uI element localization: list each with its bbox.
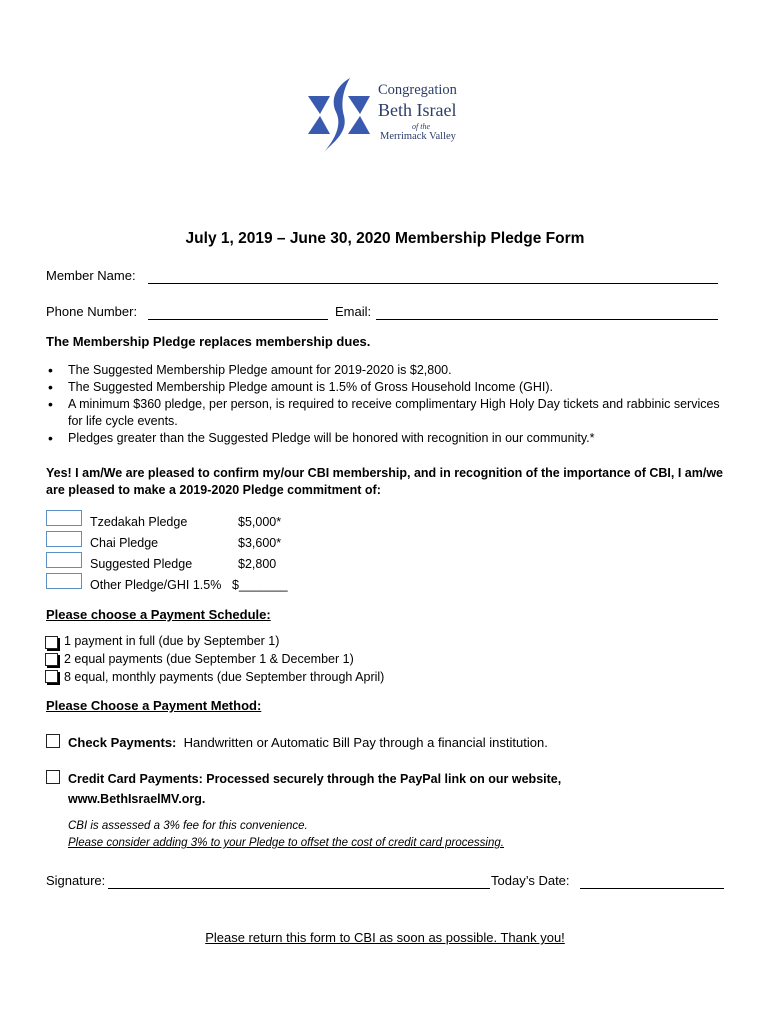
form-title: July 1, 2019 – June 30, 2020 Membership Pledge Form (185, 230, 585, 247)
pledge-amount: $5,000* (238, 515, 282, 529)
schedule-eight-checkbox[interactable] (45, 670, 58, 683)
card-payment-label: Credit Card Payments: Processed securely through the PayPal link on our website, (68, 772, 562, 786)
schedule-option: 1 payment in full (due by September 1) (64, 634, 280, 648)
date-field[interactable] (580, 874, 724, 889)
pledge-tzedakah-box[interactable] (46, 510, 82, 526)
pledge-name: Chai Pledge (90, 536, 159, 550)
method-heading: Please Choose a Payment Method: (46, 698, 262, 713)
signature-field[interactable] (108, 874, 490, 889)
schedule-two-checkbox[interactable] (45, 653, 58, 666)
check-payment-label: Check Payments: (68, 735, 177, 750)
pledge-amount: $2,800 (238, 557, 277, 571)
email-field[interactable] (376, 306, 718, 320)
pledge-name: Suggested Pledge (90, 557, 193, 571)
card-payment-checkbox[interactable] (46, 770, 60, 784)
website-link[interactable]: www.BethIsraelMV.org. (68, 792, 206, 806)
logo-line-1: Congregation (378, 82, 457, 98)
star-of-david-icon (306, 76, 372, 154)
pledge-amount: $3,600* (238, 536, 282, 550)
intro-heading: The Membership Pledge replaces membership dues. (46, 334, 371, 349)
congregation-logo (306, 76, 476, 156)
phone-field[interactable] (148, 306, 328, 320)
member-name-field[interactable] (148, 270, 718, 284)
date-label: Today’s Date: (491, 873, 570, 888)
pledge-amount: $_______ (232, 578, 288, 592)
email-label: Email: (335, 304, 372, 319)
logo-line-3: of the (412, 122, 430, 131)
list-item: • A minimum $360 pledge, per person, is required to receive complimentary High Holy Day tickets and rabbinic services for life cycle events. (46, 396, 726, 430)
member-name-label: Member Name: (46, 268, 136, 283)
pledge-other-box[interactable] (46, 573, 82, 589)
pledge-info-list (46, 362, 726, 447)
list-item: • Pledges greater than the Suggested Pledge will be honored with recognition in our community.* (46, 430, 726, 447)
list-item: • The Suggested Membership Pledge amount for 2019-2020 is $2,800. (46, 362, 726, 379)
pledge-name: Other Pledge/GHI 1.5% (90, 578, 222, 592)
schedule-full-checkbox[interactable] (45, 636, 58, 649)
check-payment-checkbox[interactable] (46, 734, 60, 748)
schedule-heading: Please choose a Payment Schedule: (46, 607, 271, 622)
phone-label: Phone Number: (46, 304, 138, 319)
pledge-suggested-box[interactable] (46, 552, 82, 568)
pledge-chai-box[interactable] (46, 531, 82, 547)
pledge-name: Tzedakah Pledge (90, 515, 188, 529)
logo-line-4: Merrimack Valley (380, 131, 456, 142)
check-payment-desc: Handwritten or Automatic Bill Pay through a financial institution. (183, 735, 548, 750)
fee-request: Please consider adding 3% to your Pledge to offset the cost of credit card processing. (68, 837, 504, 849)
schedule-option: 8 equal, monthly payments (due September through April) (64, 670, 385, 684)
schedule-option: 2 equal payments (due September 1 & December 1) (64, 652, 354, 666)
list-item: • The Suggested Membership Pledge amount is 1.5% of Gross Household Income (GHI). (46, 379, 726, 396)
footer-note: Please return this form to CBI as soon as possible. Thank you! (205, 930, 565, 945)
confirm-text: Yes! I am/We are pleased to confirm my/our CBI membership, and in recognition of the importance of CBI, I am/we are pleased to make a 2019-2020 Pledge commitment of: (46, 466, 723, 497)
signature-label: Signature: (46, 873, 106, 888)
check-payment-row (68, 735, 548, 750)
logo-line-2: Beth Israel (378, 100, 457, 120)
fee-note: CBI is assessed a 3% fee for this convenience. (68, 820, 308, 832)
